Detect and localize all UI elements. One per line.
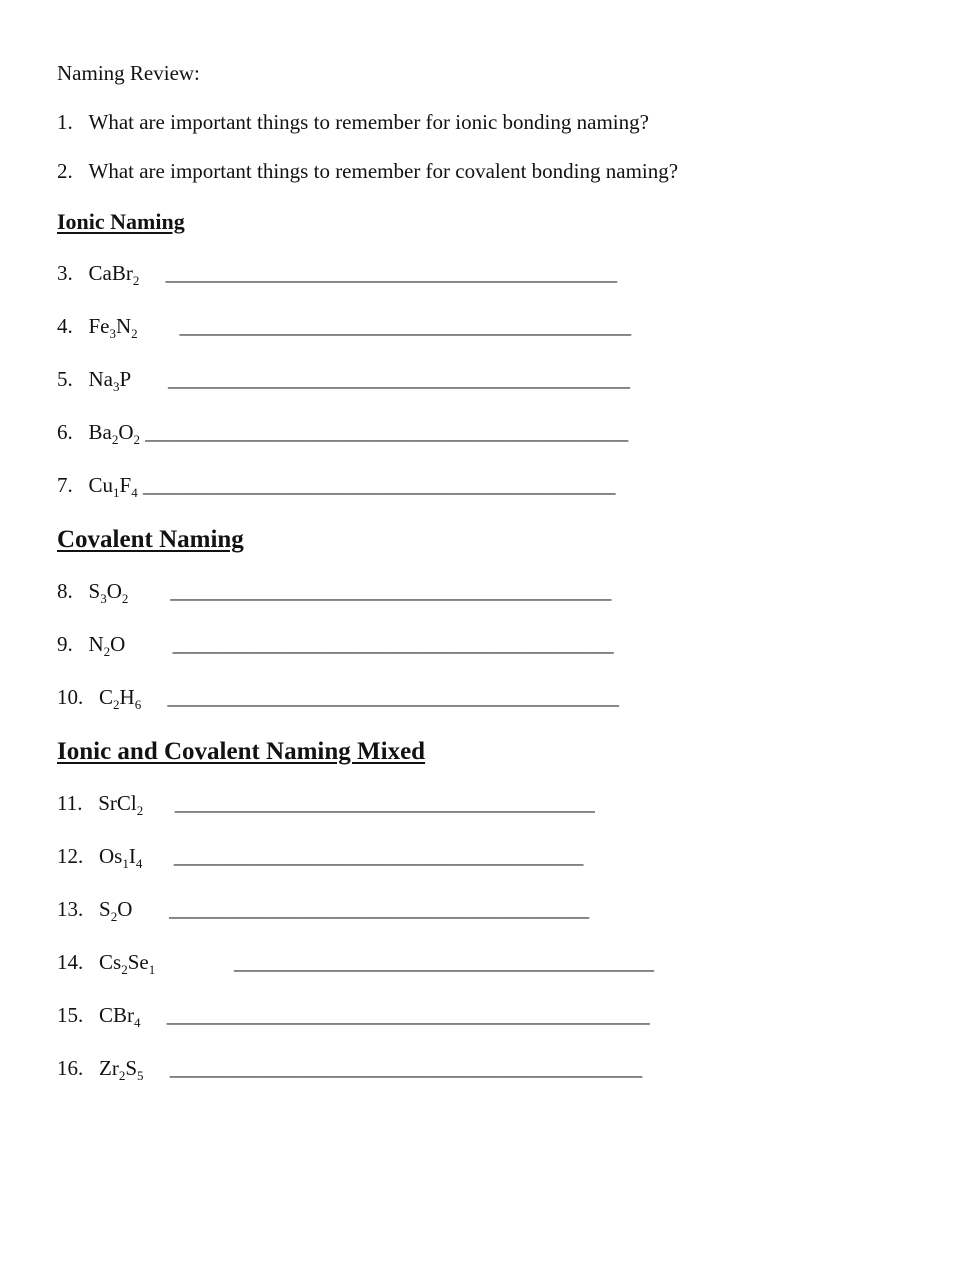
answer-blank: __________________________________________: [172, 632, 614, 656]
naming-item-row: [57, 313, 929, 340]
section-heading: Ionic Naming: [57, 209, 185, 234]
number-gap: [83, 1003, 99, 1027]
formula-blank-gap: [138, 314, 180, 338]
question-row: [57, 158, 929, 185]
item-formula: $Cu_1F_4$: [88, 473, 138, 501]
formula-blank-gap: [142, 844, 174, 868]
question-text: What are important things to remember for ionic bonding naming?: [88, 110, 649, 134]
item-formula: $Cs_2Se_1$: [99, 950, 156, 978]
formula-blank-gap: [141, 685, 167, 709]
answer-blank: ___________________________________________: [167, 685, 619, 709]
number-gap: [83, 950, 99, 974]
number-gap: [73, 314, 89, 338]
number-gap: [73, 110, 89, 134]
formula-blank-gap: [131, 367, 168, 391]
worksheet-sections: [57, 207, 929, 1082]
number-gap: [73, 159, 89, 183]
item-formula: CaBr$_2$: [88, 261, 140, 289]
worksheet-section: [57, 525, 929, 711]
item-number: 6.: [57, 420, 73, 444]
formula-blank-gap: [125, 632, 172, 656]
item-number: 13.: [57, 897, 84, 921]
answer-blank: __________________________________________: [170, 579, 612, 603]
item-formula: $Na_3P$: [88, 367, 132, 395]
naming-item-row: [57, 790, 929, 817]
item-formula: $Fe_3N_2$: [88, 314, 138, 342]
worksheet-section: [57, 207, 929, 499]
answer-blank: ____________________________________________: [167, 367, 630, 391]
item-number: 8.: [57, 579, 73, 603]
item-formula: SrCl$_2$: [98, 791, 144, 819]
number-gap: [73, 367, 89, 391]
naming-item-row: [57, 896, 929, 923]
section-heading: Ionic and Covalent Naming Mixed: [57, 738, 426, 765]
item-number: 9.: [57, 632, 73, 656]
question-row: [57, 109, 929, 136]
item-number: 10.: [57, 685, 84, 709]
naming-item-row: [57, 1002, 929, 1029]
formula-blank-gap: [143, 791, 175, 815]
item-formula: $C_2H_6$: [99, 685, 142, 713]
item-number: 12.: [57, 844, 84, 868]
item-number: 5.: [57, 367, 73, 391]
answer-blank: ________________________________________: [169, 897, 590, 921]
number-gap: [73, 261, 89, 285]
item-formula: $S_2O$: [99, 897, 133, 925]
page-title: Naming Review:: [57, 61, 200, 85]
answer-blank: ___________________________________________: [165, 261, 618, 285]
item-number: 15.: [57, 1003, 84, 1027]
item-number: 3.: [57, 261, 73, 285]
formula-blank-gap: [155, 950, 234, 974]
answer-blank: ________________________________________: [233, 950, 654, 974]
item-formula: $Zr_2S_5$: [99, 1056, 144, 1084]
number-gap: [82, 791, 98, 815]
number-gap: [73, 473, 89, 497]
naming-item-row: [57, 949, 929, 976]
question-text: What are important things to remember for covalent bonding naming?: [88, 159, 679, 183]
worksheet-section: [57, 737, 929, 1082]
naming-item-row: [57, 260, 929, 287]
number-gap: [73, 579, 89, 603]
answer-blank: ________________________________________: [174, 791, 595, 815]
naming-item-row: [57, 843, 929, 870]
naming-item-row: [57, 578, 929, 605]
answer-blank: _____________________________________________: [142, 473, 616, 497]
number-gap: [83, 844, 99, 868]
naming-item-row: [57, 472, 929, 499]
formula-blank-gap: [144, 1056, 170, 1080]
item-formula: $S_3O_2$: [88, 579, 129, 607]
number-gap: [73, 632, 89, 656]
section-heading: Covalent Naming: [57, 526, 244, 553]
item-number: 4.: [57, 314, 73, 338]
item-formula: $N_2O$: [88, 632, 126, 660]
item-formula: $Ba_2O_2$: [88, 420, 140, 448]
formula-blank-gap: [139, 261, 165, 285]
item-formula: CBr$_4$: [99, 1003, 141, 1031]
answer-blank: _____________________________________________: [169, 1056, 643, 1080]
answer-blank: _______________________________________: [173, 844, 584, 868]
naming-item-row: [57, 631, 929, 658]
formula-blank-gap: [128, 579, 170, 603]
intro-questions: [57, 109, 929, 185]
naming-item-row: [57, 366, 929, 393]
answer-blank: ______________________________________________: [145, 420, 629, 444]
naming-item-row: [57, 1055, 929, 1082]
question-number: 1.: [57, 110, 73, 134]
naming-item-row: [57, 419, 929, 446]
naming-item-row: [57, 684, 929, 711]
item-number: 14.: [57, 950, 84, 974]
item-number: 16.: [57, 1056, 84, 1080]
number-gap: [83, 685, 99, 709]
number-gap: [83, 1056, 99, 1080]
number-gap: [83, 897, 99, 921]
number-gap: [73, 420, 89, 444]
formula-blank-gap: [141, 1003, 167, 1027]
answer-blank: ___________________________________________: [179, 314, 632, 338]
item-number: 11.: [57, 791, 83, 815]
formula-blank-gap: [132, 897, 169, 921]
item-number: 7.: [57, 473, 73, 497]
answer-blank: ______________________________________________: [166, 1003, 650, 1027]
item-formula: $Os_1I_4$: [99, 844, 143, 872]
question-number: 2.: [57, 159, 73, 183]
